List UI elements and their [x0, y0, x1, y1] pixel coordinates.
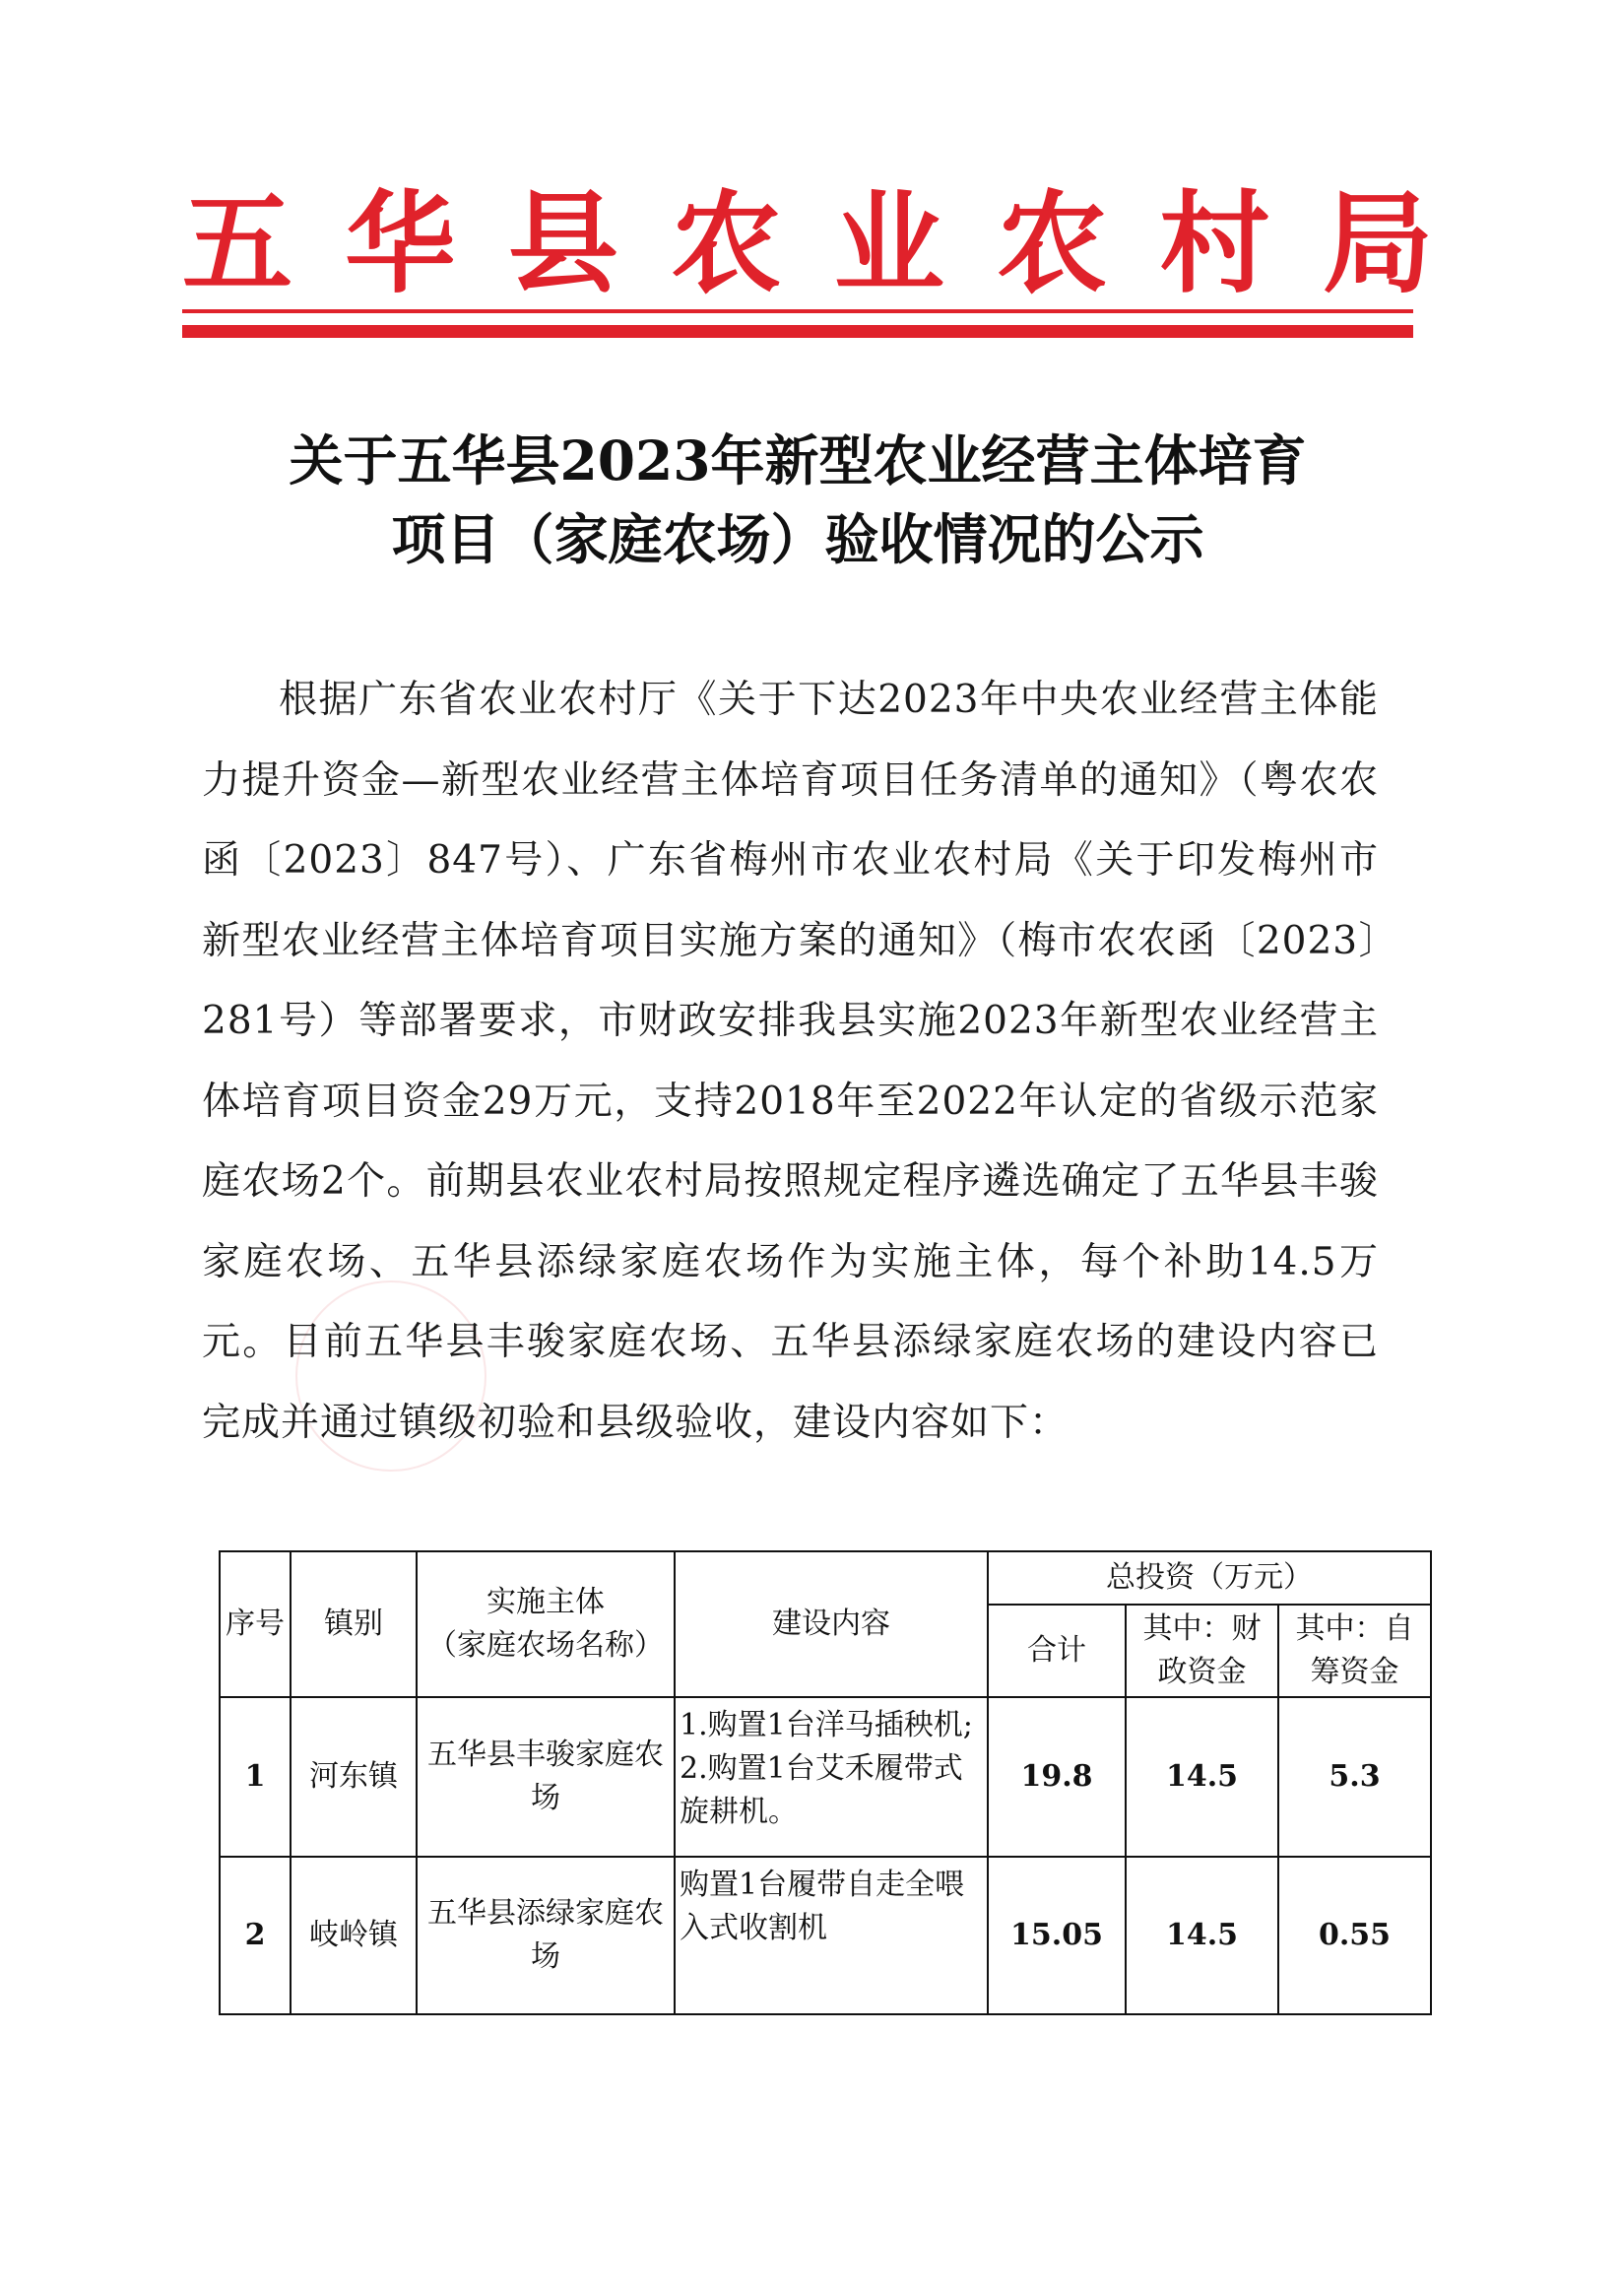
- header-divider-thin: [182, 309, 1413, 313]
- header-char: 村: [1159, 179, 1270, 308]
- header-town: 镇别: [291, 1551, 417, 1697]
- body-paragraph: 根据广东省农业农村厅《关于下达2023年中央农业经营主体能力提升资金—新型农业经营主体培育项目任务清单的通知》（粤农农函〔2023〕847号）、广东省梅州市农业农村局《关于印发梅州市新型农业经营主体培育项目实施方案的通知》（梅市农农函〔2023〕281号）等部署要求，市财政安排我县实施2023年新型农业经营主体培育项目资金29万元，支持2018年至2022年认定的省级示范家庭农场2个。前期县农业农村局按照规定程序遴选确定了五华县丰骏家庭农场、五华县添绿家庭农场作为实施主体，每个补助14.5万元。目前五华县丰骏家庭农场、五华县添绿家庭农场的建设内容已完成并通过镇级初验和县级验收，建设内容如下：: [202, 678, 1379, 1445]
- cell-entity: 五华县丰骏家庭农场: [417, 1697, 675, 1857]
- header-char: 局: [1322, 179, 1433, 308]
- title-line-2: 项目（家庭农场）验收情况的公示: [391, 507, 1204, 571]
- header-entity-line1: 实施主体: [486, 1585, 605, 1619]
- cell-total: 19.8: [988, 1697, 1126, 1857]
- content-line: 1.购置1台洋马插秧机;: [680, 1708, 973, 1742]
- header-divider-thick: [182, 325, 1413, 338]
- cell-fiscal: 14.5: [1126, 1857, 1278, 2014]
- document-title: [158, 422, 1438, 579]
- cell-town: 岐岭镇: [291, 1857, 417, 2014]
- cell-content: [675, 1857, 988, 2014]
- header-char: 业: [833, 179, 944, 308]
- title-line-1: 关于五华县2023年新型农业经营主体培育: [289, 428, 1307, 492]
- cell-content: [675, 1697, 988, 1857]
- header-char: 农: [997, 179, 1108, 308]
- header-char: 农: [671, 179, 782, 308]
- header-seq: 序号: [220, 1551, 291, 1697]
- header-self: 其中：自筹资金: [1278, 1605, 1431, 1697]
- header-char: 县: [507, 179, 618, 308]
- issuing-authority-header: [182, 175, 1433, 313]
- header-char: 华: [345, 179, 456, 308]
- header-entity: [417, 1551, 675, 1697]
- header-entity-line2: （家庭农场名称）: [427, 1628, 664, 1663]
- cell-self: 0.55: [1278, 1857, 1431, 2014]
- cell-seq: 2: [220, 1857, 291, 2014]
- header-fiscal: 其中：财政资金: [1126, 1605, 1278, 1697]
- header-content: 建设内容: [675, 1551, 988, 1697]
- project-table: [219, 1550, 1432, 2015]
- table-row: [220, 1857, 1431, 2014]
- cell-fiscal: 14.5: [1126, 1697, 1278, 1857]
- cell-seq: 1: [220, 1697, 291, 1857]
- content-line: 2.购置1台艾禾履带式旋耕机。: [680, 1751, 963, 1829]
- cell-total: 15.05: [988, 1857, 1126, 2014]
- cell-self: 5.3: [1278, 1697, 1431, 1857]
- table-row: [220, 1697, 1431, 1857]
- cell-town: 河东镇: [291, 1697, 417, 1857]
- header-char: 五: [182, 179, 292, 308]
- cell-entity: 五华县添绿家庭农场: [417, 1857, 675, 2014]
- header-invest: 总投资（万元）: [988, 1551, 1431, 1605]
- content-line: 购置1台履带自走全喂入式收割机: [680, 1868, 965, 1945]
- header-total: 合计: [988, 1605, 1126, 1697]
